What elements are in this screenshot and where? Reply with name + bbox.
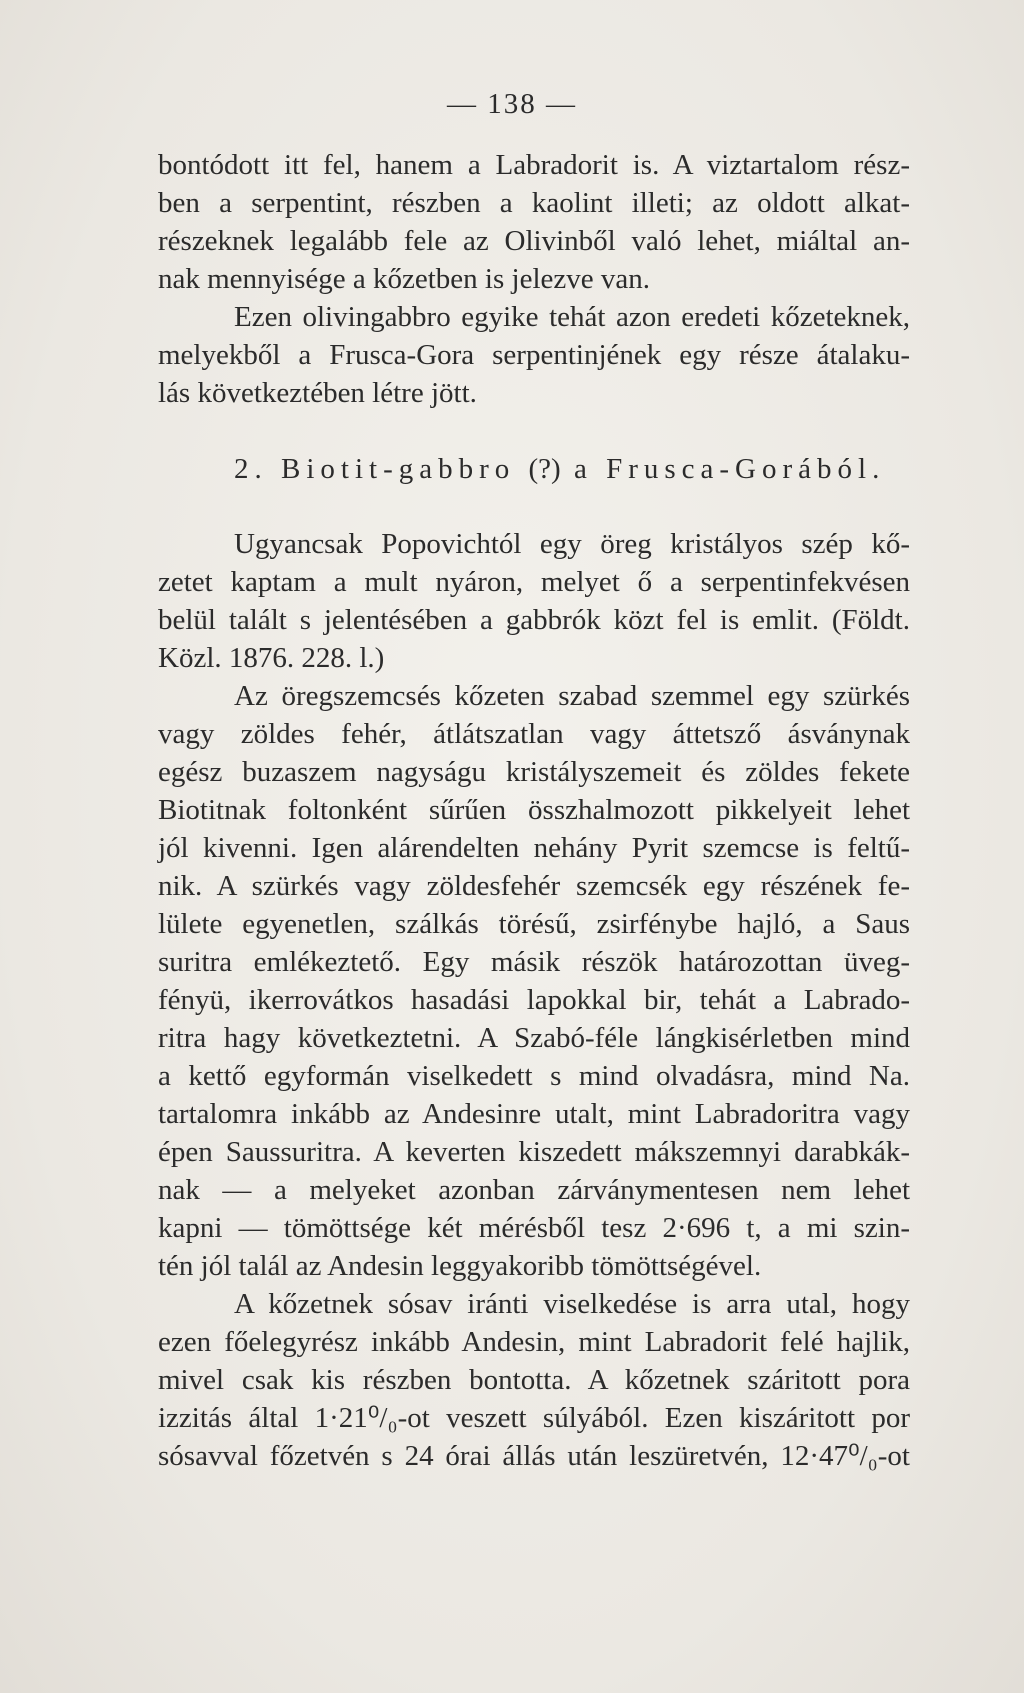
text-line: épen Saussuritra. A keverten kiszedett mákszemnyi darabkák- (158, 1136, 910, 1168)
heading-title-a: Biotit-gabbro (281, 453, 516, 485)
text-line: izzitás által 1·21⁰/₀-ot veszett súlyából. Ezen kiszáritott por (158, 1402, 910, 1434)
text-line: nik. A szürkés vagy zöldesfehér szemcsék egy részének fe- (158, 870, 910, 902)
text-line: ritra hagy következtetni. A Szabó-féle lángkisérletben mind (158, 1022, 910, 1054)
text-line: melyekből a Frusca-Gora serpentinjének egy része átalaku- (158, 339, 910, 371)
page-number: — 138 — (447, 88, 577, 120)
heading-title-b: a Frusca-Gorából. (573, 453, 886, 485)
text-line: Biotitnak foltonként sűrűen összhalmozott pikkelyeit lehet (158, 794, 910, 826)
text-line: jól kivenni. Igen alárendelten nehány Pyrit szemcse is feltű- (158, 832, 910, 864)
text-line: egész buzaszem nagyságu kristályszemeit és zöldes fekete (158, 756, 910, 788)
text-line: vagy zöldes fehér, átlátszatlan vagy áttetsző ásványnak (158, 718, 910, 750)
text-line: fényü, ikerrovátkos hasadási lapokkal bir, tehát a Labrado- (158, 984, 910, 1016)
text-line: bontódott itt fel, hanem a Labradorit is. A viztartalom rész- (158, 149, 910, 181)
text-line: tartalomra inkább az Andesinre utalt, mint Labradoritra vagy (158, 1098, 910, 1130)
text-line: kapni — tömöttsége két mérésből tesz 2·696 t, a mi szin- (158, 1212, 910, 1244)
text-line: Az öregszemcsés kőzeten szabad szemmel egy szürkés (234, 680, 910, 712)
text-line: Közl. 1876. 228. l.) (158, 642, 385, 674)
text-line: részeknek legalább fele az Olivinből való lehet, miáltal an- (158, 225, 910, 257)
text-line: nak — a melyeket azonban zárványmentesen nem lehet (158, 1174, 910, 1206)
text-line: ben a serpentint, részben a kaolint illeti; az oldott alkat- (158, 187, 910, 219)
text-line: sósavval főzetvén s 24 órai állás után leszüretvén, 12·47⁰/₀-ot (158, 1440, 910, 1472)
section-heading (158, 450, 910, 488)
text-line: Ezen olivingabbro egyike tehát azon eredeti kőzeteknek, (234, 301, 910, 333)
text-line: belül talált s jelentésében a gabbrók közt fel is emlit. (Földt. (158, 604, 910, 636)
text-line: nak mennyisége a kőzetben is jelezve van. (158, 263, 650, 295)
text-line: lás következtében létre jött. (158, 377, 477, 409)
heading-mark: (?) (528, 453, 561, 485)
text-line: suritra emlékeztető. Egy másik részök határozottan üveg- (158, 946, 910, 978)
text-line: lülete egyenetlen, szálkás törésű, zsirfénybe hajló, a Saus (158, 908, 910, 940)
text-line: mivel csak kis részben bontotta. A kőzetnek száritott pora (158, 1364, 910, 1396)
text-line: zetet kaptam a mult nyáron, melyet ő a serpentinfekvésen (158, 566, 910, 598)
text-line: tén jól talál az Andesin leggyakoribb tömöttségével. (158, 1250, 762, 1282)
text-line: a kettő egyformán viselkedett s mind olvadásra, mind Na. (158, 1060, 910, 1092)
text-line: A kőzetnek sósav iránti viselkedése is arra utal, hogy (234, 1288, 910, 1320)
text-line: ezen főelegyrész inkább Andesin, mint Labradorit felé hajlik, (158, 1326, 910, 1358)
heading-number: 2. (234, 453, 268, 485)
text-line: Ugyancsak Popovichtól egy öreg kristályos szép kő- (234, 528, 910, 560)
